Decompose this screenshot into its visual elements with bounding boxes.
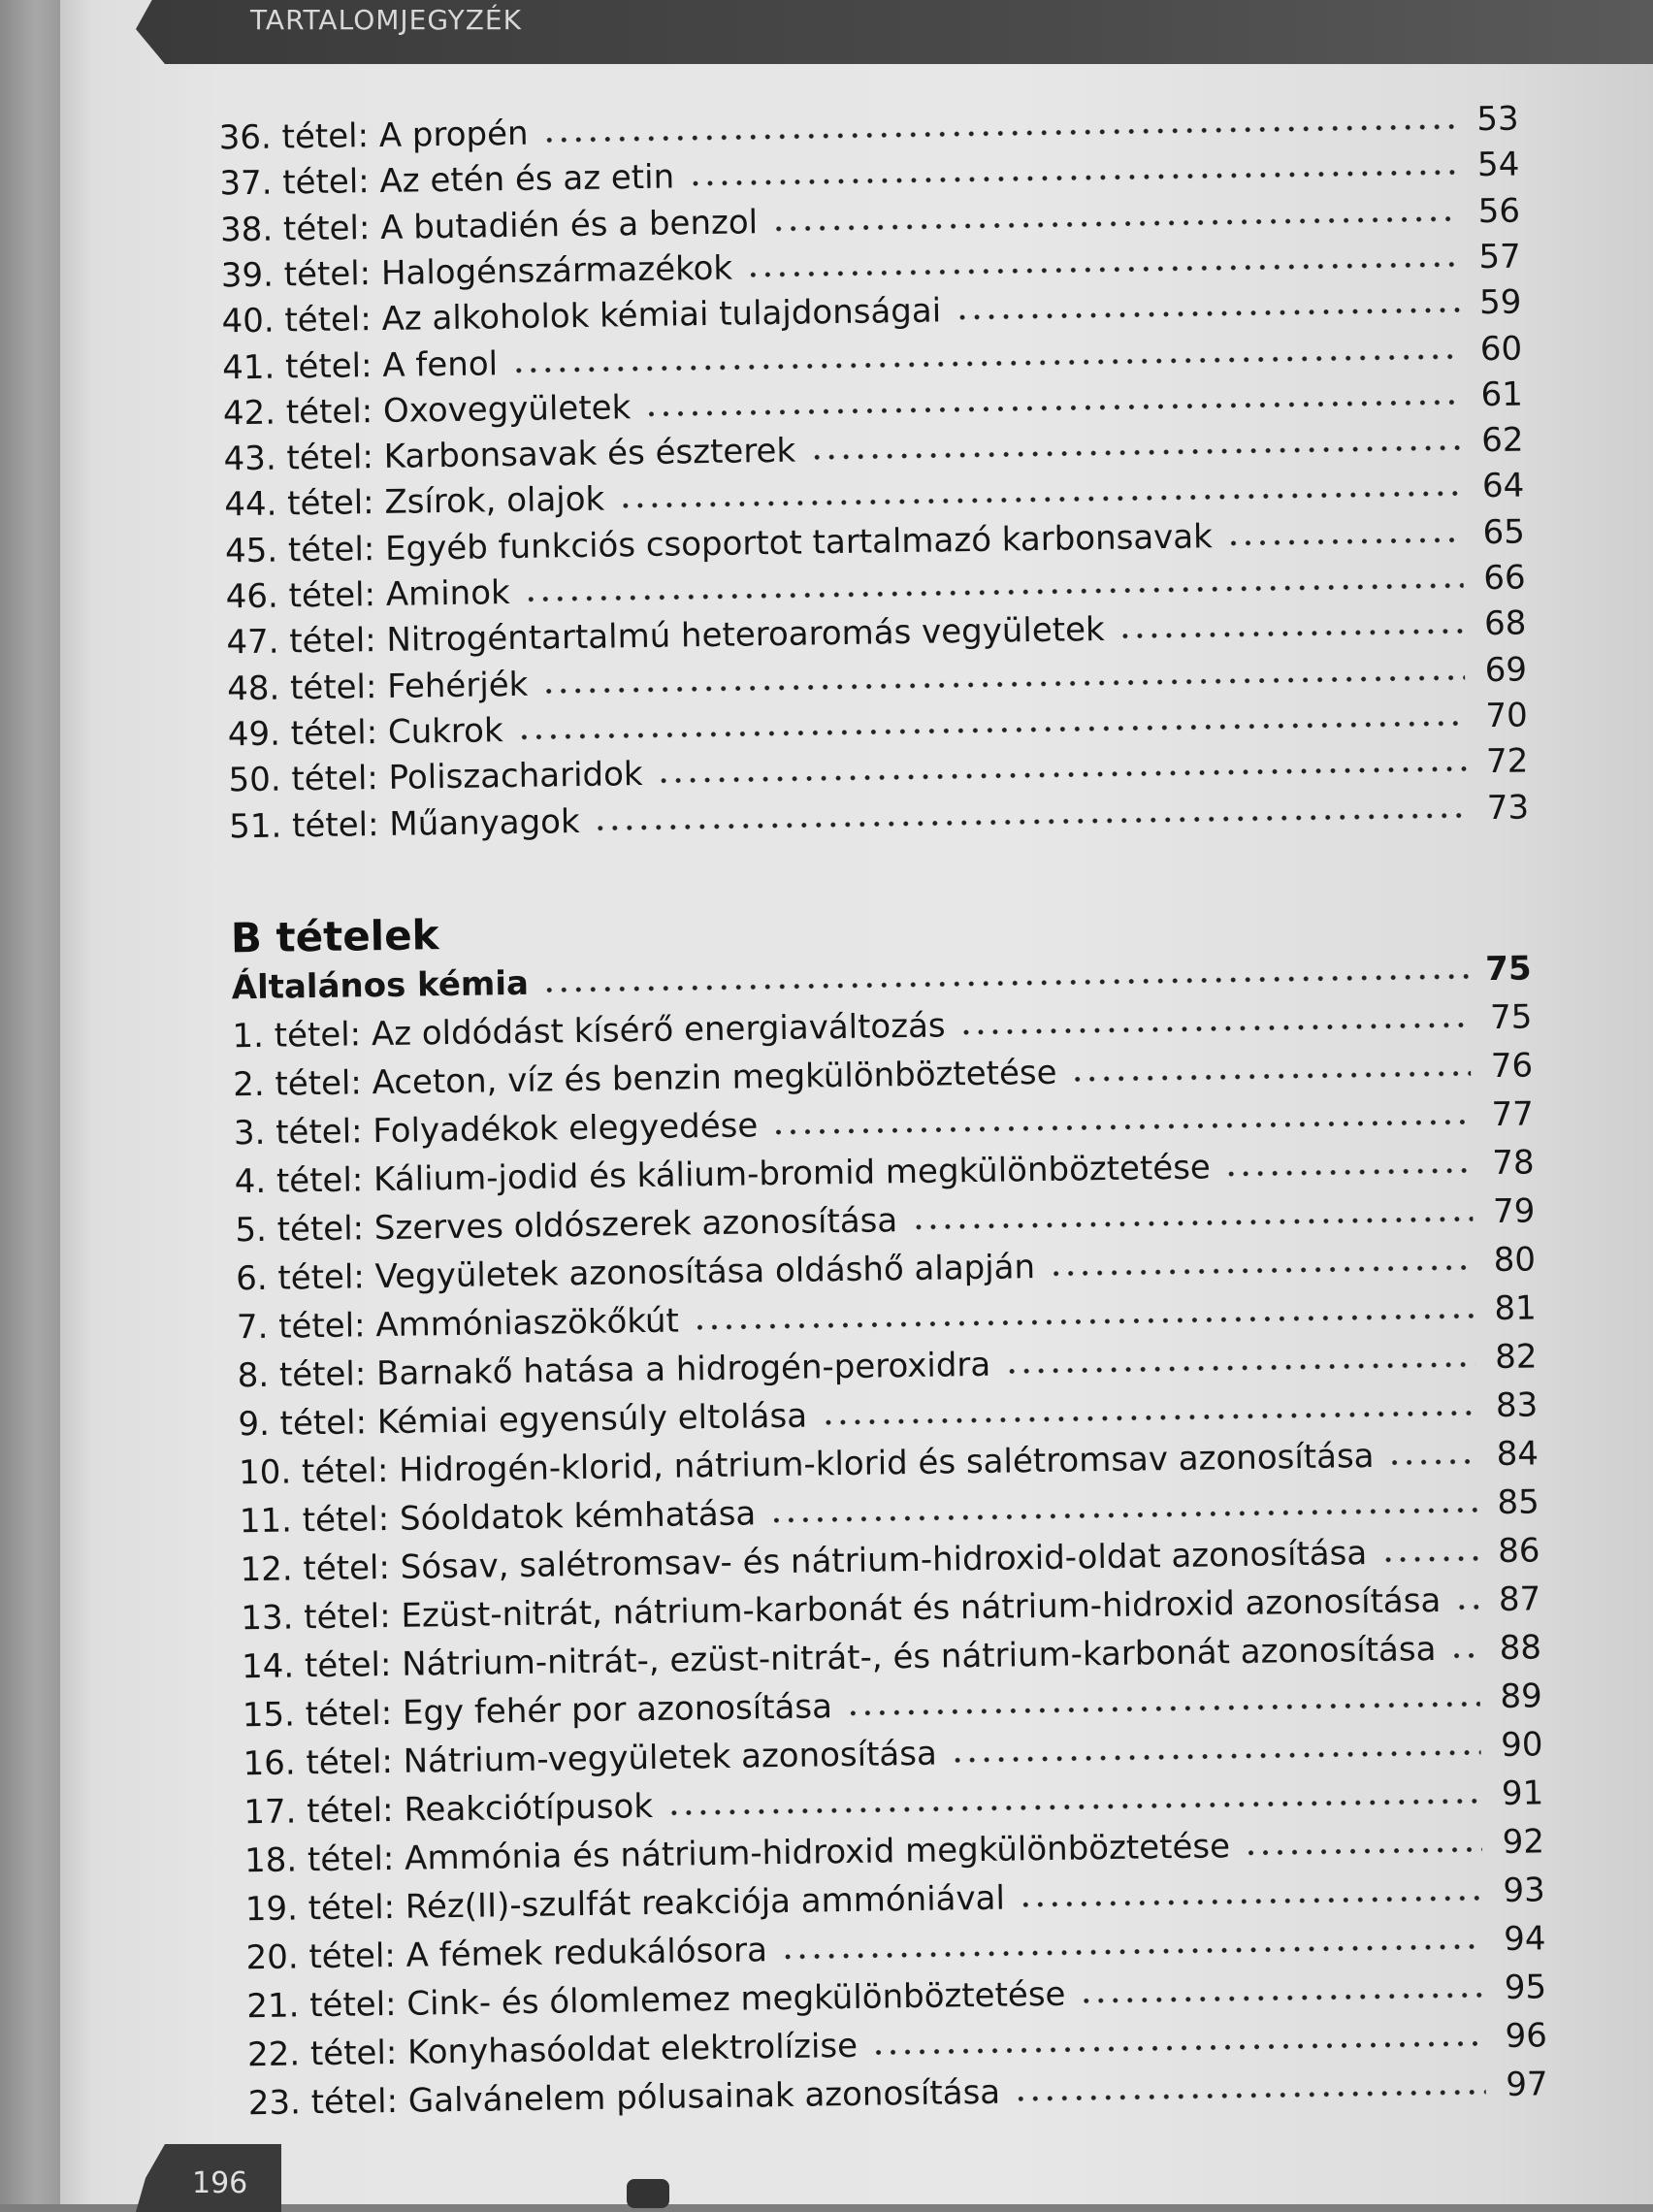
toc-entry-page: 80 (1493, 1240, 1537, 1281)
toc-entry-page: 92 (1502, 1822, 1545, 1862)
toc-entry-label: 4. tétel: Kálium-jodid és kálium-bromid megkülönböztetése (234, 1148, 1212, 1202)
dot-leader (771, 1117, 1472, 1137)
dot-leader (524, 580, 1464, 603)
toc-entry-page: 73 (1486, 787, 1530, 828)
toc-entry-label: 19. tétel: Réz(II)-szulfát reakciója ammóniával (244, 1878, 1006, 1930)
dot-leader (1244, 1844, 1482, 1858)
toc-entry-label: 7. tétel: Ammóniaszökőkút (236, 1301, 680, 1348)
dot-leader (809, 443, 1462, 463)
dot-leader (594, 810, 1468, 832)
dot-leader (769, 1505, 1477, 1525)
toc-entry-page: 57 (1478, 237, 1521, 277)
dot-leader (1387, 1456, 1476, 1467)
toc-entry-label: 50. tétel: Poliszacharidok (228, 755, 643, 800)
toc-entry-label: 5. tétel: Szerves oldószerek azonosítása (235, 1201, 898, 1251)
dot-leader (517, 718, 1466, 742)
toc-entry-label: 41. tétel: A fenol (221, 343, 499, 387)
toc-entry-page: 90 (1500, 1725, 1543, 1765)
toc-entry-page: 86 (1497, 1531, 1540, 1572)
dot-leader (644, 397, 1461, 418)
dot-leader (1224, 1165, 1473, 1179)
toc-entry-page: 91 (1501, 1773, 1544, 1813)
dot-leader (781, 1941, 1484, 1962)
toc-entry-page: 76 (1490, 1046, 1534, 1087)
toc-entry-page: 95 (1504, 1968, 1547, 2007)
toc-entry-page: 59 (1478, 282, 1522, 323)
dot-leader (1079, 1990, 1484, 2005)
toc-entry-page: 85 (1497, 1482, 1540, 1523)
dot-leader (846, 1699, 1480, 1718)
toc-entry-label: 8. tétel: Barnakő hatása a hidrogén-peroxidra (237, 1345, 991, 1396)
page-title: TARTALOMJEGYZÉK (250, 4, 522, 36)
toc-entry-label: 46. tétel: Aminok (225, 573, 510, 617)
toc-entry-label: 49. tétel: Cukrok (227, 711, 503, 755)
dot-leader (1071, 1068, 1472, 1084)
toc-entry-label: 37. tétel: Az etén és az etin (219, 157, 675, 204)
toc-entry-page: 60 (1479, 329, 1523, 369)
toc-entry-page: 87 (1498, 1579, 1541, 1620)
toc-entry-label: 42. tétel: Oxovegyületek (222, 387, 632, 434)
toc-entry-page: 62 (1480, 420, 1524, 461)
toc-entry-page: 93 (1503, 1870, 1545, 1910)
toc-entry-label: 17. tétel: Reakciótípusok (243, 1786, 654, 1833)
toc-entry-page: 77 (1491, 1094, 1535, 1135)
toc-entry-label: 20. tétel: A fémek redukálósora (245, 1931, 768, 1978)
dot-leader (688, 168, 1457, 189)
dot-leader (821, 1408, 1475, 1427)
dot-leader (1049, 1262, 1474, 1278)
toc-entry-page: 61 (1480, 374, 1524, 414)
toc-entry-label: 51. tétel: Műanyagok (228, 801, 580, 846)
toc-entry-label: 21. tétel: Cink- és ólomlemez megkülönböztetése (246, 1974, 1066, 2027)
toc-entry-label: 16. tétel: Nátrium-vegyületek azonosítása (243, 1734, 938, 1784)
toc-entry-page: 65 (1482, 512, 1526, 552)
toc-entry-page: 56 (1477, 191, 1521, 231)
toc-entry-label: 40. tétel: Az alkoholok kémiai tulajdonságai (221, 291, 942, 342)
toc-entry-page: 64 (1481, 466, 1525, 506)
dot-leader (542, 971, 1470, 994)
toc-entry-label: 13. tétel: Ezüst-nitrát, nátrium-karbonát és nátrium-hidroxid azonosítása (241, 1580, 1442, 1639)
toc-entry-label: 6. tétel: Vegyületek azonosítása oldáshő alapján (235, 1248, 1036, 1299)
toc-entry-page: 75 (1484, 949, 1532, 990)
dot-leader (541, 672, 1465, 696)
toc-entry-page: 75 (1489, 997, 1533, 1038)
toc-entry-label: 47. tétel: Nitrogéntartalmú heteroaromás vegyületek (226, 610, 1105, 663)
toc-entry-page: 54 (1476, 145, 1520, 185)
book-edge (0, 0, 60, 2204)
toc-entry-label: 22. tétel: Konyhasóoldat elektrolízise (246, 2026, 859, 2075)
toc-entry-label: 38. tétel: A butadién és a benzol (219, 202, 759, 249)
dot-leader (666, 1796, 1481, 1817)
toc-entry-page: 97 (1506, 2065, 1548, 2104)
toc-entry-label: 2. tétel: Aceton, víz és benzin megkülönböztetése (232, 1053, 1057, 1105)
toc-entry-label: 15. tétel: Egy fehér por azonosítása (242, 1687, 833, 1736)
dot-leader (1449, 1650, 1479, 1660)
toc-entry-label: 18. tétel: Ammónia és nátrium-hidroxid megkülönböztetése (243, 1827, 1231, 1881)
toc-entry-page: 69 (1484, 650, 1528, 690)
toc-entry-label: Általános kémia (231, 963, 530, 1008)
toc-entry-page: 72 (1485, 741, 1529, 782)
dot-leader (1004, 1359, 1475, 1376)
dot-leader (1118, 627, 1465, 641)
toc-entry-page: 82 (1494, 1337, 1538, 1378)
toc-entry-page: 81 (1494, 1288, 1538, 1329)
dot-leader (511, 351, 1460, 375)
toc-entry-page: 84 (1496, 1434, 1540, 1475)
toc-entry-label: 39. tétel: Halogénszármazékok (220, 248, 733, 296)
toc-entry-page: 96 (1505, 2016, 1548, 2056)
page-number: 196 (192, 2166, 248, 2200)
toc-entry-label: 14. tétel: Nátrium-nitrát-, ezüst-nitrát-, és nátrium-karbonát azonosítása (241, 1629, 1437, 1687)
toc-entry-page: 66 (1483, 558, 1526, 599)
dot-leader (1454, 1602, 1478, 1611)
dot-leader (657, 764, 1467, 786)
toc-entry-label: 11. tétel: Sóoldatok kémhatása (239, 1494, 757, 1542)
toc-entry-label: 48. tétel: Fehérjék (226, 665, 529, 708)
dot-leader (693, 1311, 1475, 1332)
dot-leader (618, 489, 1462, 511)
toc-entry-label: 12. tétel: Sósav, salétromsav- és nátrium-hidroxid-oldat azonosítása (240, 1534, 1368, 1590)
toc-entry-label: 9. tétel: Kémiai egyensúly eltolása (238, 1396, 808, 1445)
section-heading: B tételek (230, 911, 439, 962)
toc-entry-label: 1. tétel: Az oldódást kísérő energiaváltozás (232, 1006, 946, 1057)
toc-entry-page: 68 (1483, 603, 1527, 644)
toc-entry-page: 83 (1495, 1385, 1539, 1426)
toc-entry-page: 53 (1476, 99, 1519, 140)
dot-leader (542, 121, 1457, 145)
dot-leader (1226, 535, 1463, 548)
dot-leader (1019, 1893, 1483, 1909)
dot-leader (1380, 1553, 1477, 1564)
dot-leader (746, 259, 1459, 279)
toc-entry-label: 36. tétel: A propén (218, 114, 529, 158)
dot-leader (1014, 2087, 1486, 2103)
dot-leader (871, 2038, 1485, 2057)
toc-entry-label: 3. tétel: Folyadékok elegyedése (233, 1106, 759, 1154)
dot-leader (911, 1214, 1473, 1232)
dot-leader (955, 306, 1459, 323)
toc-entry-label: 23. tétel: Galvánelem pólusainak azonosítása (247, 2072, 1001, 2124)
dot-leader (771, 213, 1458, 234)
toc-entry-label: 10. tétel: Hidrogén-klorid, nátrium-klorid és salétromsav azonosítása (238, 1436, 1375, 1493)
dot-leader (959, 1020, 1471, 1037)
toc-entry-page: 70 (1485, 696, 1529, 735)
toc-entry-label: 45. tétel: Egyéb funkciós csoportot tartalmazó karbonsavak (224, 516, 1214, 571)
dot-leader (951, 1747, 1481, 1765)
toc-entry-label: 43. tétel: Karbonsavak és észterek (223, 431, 796, 479)
toc-entry-label: 44. tétel: Zsírok, olajok (224, 479, 605, 525)
toc-entry-page: 94 (1503, 1919, 1546, 1959)
toc-entry-page: 89 (1500, 1676, 1543, 1716)
toc-entry-page: 88 (1499, 1628, 1542, 1669)
toc-entry-page: 79 (1492, 1191, 1536, 1232)
toc-entry-page: 78 (1491, 1143, 1535, 1184)
